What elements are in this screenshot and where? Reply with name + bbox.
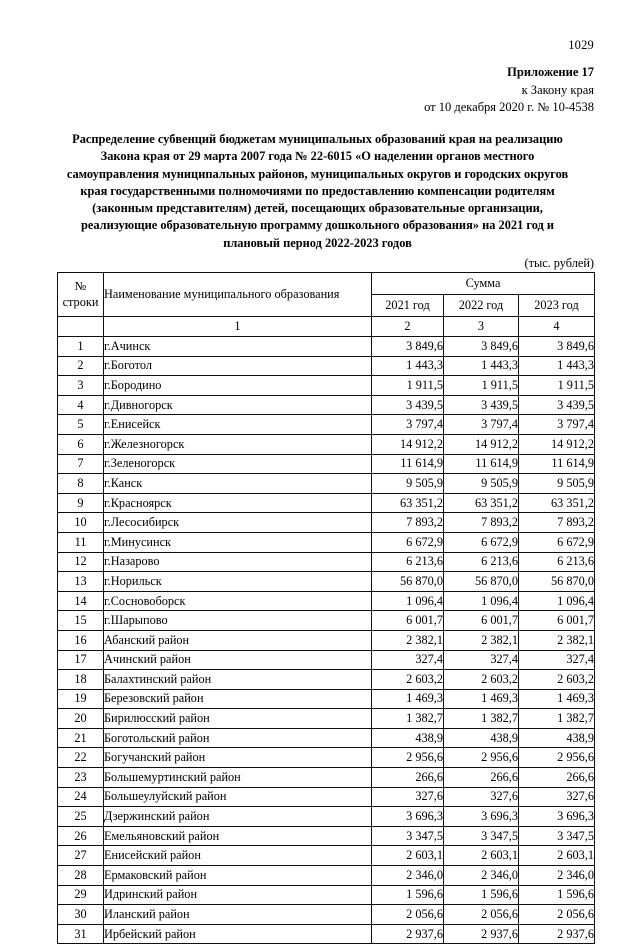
table-row	[58, 395, 595, 415]
value-cell-2023: 1 443,3	[519, 356, 595, 376]
value-cell-2021: 1 596,6	[372, 885, 444, 905]
value-cell-2022: 56 870,0	[444, 572, 519, 592]
value-cell-2023: 14 912,2	[519, 434, 595, 454]
row-number-cell: 20	[58, 709, 104, 729]
value-cell-2021: 1 911,5	[372, 376, 444, 396]
value-cell-2022: 2 603,2	[444, 670, 519, 690]
row-number-cell: 27	[58, 846, 104, 866]
distribution-table-container	[57, 272, 594, 944]
title-line: плановый период 2022-2023 годов	[223, 235, 412, 250]
table-row	[58, 572, 595, 592]
municipality-name-cell: Иланский район	[104, 905, 372, 925]
value-cell-2023: 2 937,6	[519, 924, 595, 944]
table-row	[58, 415, 595, 435]
value-cell-2021: 2 382,1	[372, 630, 444, 650]
table-row	[58, 454, 595, 474]
value-cell-2022: 3 849,6	[444, 337, 519, 357]
value-cell-2023: 2 603,1	[519, 846, 595, 866]
row-number-cell: 13	[58, 572, 104, 592]
value-cell-2022: 6 001,7	[444, 611, 519, 631]
value-cell-2021: 14 912,2	[372, 434, 444, 454]
value-cell-2021: 1 096,4	[372, 591, 444, 611]
value-cell-2021: 2 937,6	[372, 924, 444, 944]
row-number-cell: 10	[58, 513, 104, 533]
row-number-cell: 26	[58, 826, 104, 846]
municipality-name-cell: Большемуртинский район	[104, 768, 372, 788]
value-cell-2022: 3 439,5	[444, 395, 519, 415]
value-cell-2022: 6 213,6	[444, 552, 519, 572]
row-number-cell: 5	[58, 415, 104, 435]
municipality-name-cell: г.Сосновоборск	[104, 591, 372, 611]
value-cell-2022: 1 096,4	[444, 591, 519, 611]
value-cell-2022: 1 443,3	[444, 356, 519, 376]
municipality-name-cell: Емельяновский район	[104, 826, 372, 846]
table-row	[58, 670, 595, 690]
municipality-name-cell: Абанский район	[104, 630, 372, 650]
column-header-row-number-line1: №	[74, 279, 87, 293]
row-number-cell: 2	[58, 356, 104, 376]
value-cell-2023: 3 797,4	[519, 415, 595, 435]
row-number-cell: 11	[58, 532, 104, 552]
table-row	[58, 356, 595, 376]
row-number-cell: 29	[58, 885, 104, 905]
municipality-name-cell: Ермаковский район	[104, 866, 372, 886]
municipality-name-cell: Балахтинский район	[104, 670, 372, 690]
value-cell-2021: 2 603,1	[372, 846, 444, 866]
value-cell-2021: 6 213,6	[372, 552, 444, 572]
row-number-cell: 18	[58, 670, 104, 690]
value-cell-2021: 1 382,7	[372, 709, 444, 729]
value-cell-2021: 6 672,9	[372, 532, 444, 552]
table-row	[58, 552, 595, 572]
value-cell-2022: 2 056,6	[444, 905, 519, 925]
value-cell-2021: 438,9	[372, 728, 444, 748]
column-header-year-2022: 2022 год	[444, 295, 519, 317]
title-line: Закона края от 29 марта 2007 года № 22-6015 «О наделении органов местного	[100, 149, 535, 164]
value-cell-2023: 3 439,5	[519, 395, 595, 415]
value-cell-2023: 3 347,5	[519, 826, 595, 846]
value-cell-2023: 7 893,2	[519, 513, 595, 533]
table-row	[58, 728, 595, 748]
table-row	[58, 768, 595, 788]
value-cell-2021: 2 346,0	[372, 866, 444, 886]
row-number-cell: 16	[58, 630, 104, 650]
value-cell-2023: 2 603,2	[519, 670, 595, 690]
municipality-name-cell: Енисейский район	[104, 846, 372, 866]
value-cell-2023: 3 849,6	[519, 337, 595, 357]
table-row	[58, 924, 595, 944]
row-number-cell: 14	[58, 591, 104, 611]
value-cell-2022: 2 956,6	[444, 748, 519, 768]
page-number: 1029	[568, 38, 594, 52]
municipality-name-cell: г.Бородино	[104, 376, 372, 396]
table-row	[58, 434, 595, 454]
value-cell-2023: 327,6	[519, 787, 595, 807]
municipality-name-cell: г.Канск	[104, 474, 372, 494]
distribution-table	[57, 272, 595, 944]
value-cell-2022: 438,9	[444, 728, 519, 748]
value-cell-2023: 1 096,4	[519, 591, 595, 611]
appendix-date-line: от 10 декабря 2020 г. № 10-4538	[424, 100, 594, 114]
table-row	[58, 493, 595, 513]
row-number-cell: 22	[58, 748, 104, 768]
column-header-municipality-name: Наименование муниципального образования	[104, 273, 372, 317]
row-number-cell: 24	[58, 787, 104, 807]
value-cell-2021: 327,4	[372, 650, 444, 670]
value-cell-2021: 3 849,6	[372, 337, 444, 357]
value-cell-2023: 1 469,3	[519, 689, 595, 709]
table-row	[58, 474, 595, 494]
row-number-cell: 21	[58, 728, 104, 748]
column-number-cell	[58, 317, 104, 337]
value-cell-2023: 3 696,3	[519, 807, 595, 827]
row-number-cell: 3	[58, 376, 104, 396]
table-row	[58, 630, 595, 650]
municipality-name-cell: г.Дивногорск	[104, 395, 372, 415]
column-number-cell: 1	[104, 317, 372, 337]
value-cell-2022: 11 614,9	[444, 454, 519, 474]
value-cell-2022: 3 347,5	[444, 826, 519, 846]
table-header	[58, 273, 595, 337]
value-cell-2022: 327,4	[444, 650, 519, 670]
value-cell-2021: 9 505,9	[372, 474, 444, 494]
table-row	[58, 532, 595, 552]
column-header-year-2023: 2023 год	[519, 295, 595, 317]
value-cell-2022: 1 469,3	[444, 689, 519, 709]
row-number-cell: 6	[58, 434, 104, 454]
column-header-row-number-line2: строки	[62, 294, 99, 309]
row-number-cell: 23	[58, 768, 104, 788]
municipality-name-cell: г.Назарово	[104, 552, 372, 572]
value-cell-2021: 6 001,7	[372, 611, 444, 631]
table-row	[58, 905, 595, 925]
value-cell-2022: 7 893,2	[444, 513, 519, 533]
value-cell-2023: 63 351,2	[519, 493, 595, 513]
table-row	[58, 513, 595, 533]
title-line: края государственными полномочиями по предоставлению компенсации родителям	[80, 183, 555, 198]
value-cell-2022: 2 346,0	[444, 866, 519, 886]
title-line: реализующие образовательную программу дошкольного образования» на 2021 год и	[80, 218, 555, 233]
value-cell-2023: 1 382,7	[519, 709, 595, 729]
value-cell-2022: 1 596,6	[444, 885, 519, 905]
row-number-cell: 12	[58, 552, 104, 572]
title-line: (законным представителям) детей, посещающих образовательные организации,	[92, 201, 543, 216]
title-line: самоуправления муниципальных районов, муниципальных округов и городских округов	[66, 166, 569, 181]
value-cell-2022: 3 696,3	[444, 807, 519, 827]
table-row	[58, 376, 595, 396]
municipality-name-cell: Богучанский район	[104, 748, 372, 768]
value-cell-2023: 2 346,0	[519, 866, 595, 886]
column-header-sum-group: Сумма	[372, 273, 595, 295]
row-number-cell: 17	[58, 650, 104, 670]
table-row	[58, 807, 595, 827]
municipality-name-cell: Ачинский район	[104, 650, 372, 670]
value-cell-2021: 7 893,2	[372, 513, 444, 533]
value-cell-2022: 14 912,2	[444, 434, 519, 454]
column-header-year-2021: 2021 год	[372, 295, 444, 317]
row-number-cell: 25	[58, 807, 104, 827]
value-cell-2022: 2 937,6	[444, 924, 519, 944]
value-cell-2022: 63 351,2	[444, 493, 519, 513]
table-row	[58, 885, 595, 905]
value-cell-2021: 327,6	[372, 787, 444, 807]
value-cell-2023: 2 382,1	[519, 630, 595, 650]
value-cell-2023: 1 596,6	[519, 885, 595, 905]
row-number-cell: 28	[58, 866, 104, 886]
value-cell-2023: 6 001,7	[519, 611, 595, 631]
table-column-number-row	[58, 317, 595, 337]
municipality-name-cell: Идринский район	[104, 885, 372, 905]
value-cell-2021: 2 603,2	[372, 670, 444, 690]
value-cell-2021: 63 351,2	[372, 493, 444, 513]
value-cell-2022: 3 797,4	[444, 415, 519, 435]
row-number-cell: 31	[58, 924, 104, 944]
value-cell-2023: 9 505,9	[519, 474, 595, 494]
value-cell-2023: 438,9	[519, 728, 595, 748]
table-row	[58, 611, 595, 631]
column-number-cell: 2	[372, 317, 444, 337]
table-row	[58, 846, 595, 866]
column-number-cell: 3	[444, 317, 519, 337]
value-cell-2022: 327,6	[444, 787, 519, 807]
municipality-name-cell: Бирилюсский район	[104, 709, 372, 729]
value-cell-2021: 3 347,5	[372, 826, 444, 846]
row-number-cell: 4	[58, 395, 104, 415]
table-row	[58, 591, 595, 611]
table-row	[58, 650, 595, 670]
municipality-name-cell: г.Зеленогорск	[104, 454, 372, 474]
row-number-cell: 8	[58, 474, 104, 494]
value-cell-2022: 1 911,5	[444, 376, 519, 396]
value-cell-2023: 327,4	[519, 650, 595, 670]
value-cell-2021: 3 439,5	[372, 395, 444, 415]
value-cell-2021: 2 056,6	[372, 905, 444, 925]
municipality-name-cell: г.Енисейск	[104, 415, 372, 435]
table-body	[58, 337, 595, 944]
value-cell-2023: 6 672,9	[519, 532, 595, 552]
table-row	[58, 748, 595, 768]
municipality-name-cell: Ирбейский район	[104, 924, 372, 944]
value-cell-2021: 11 614,9	[372, 454, 444, 474]
document-title	[57, 131, 578, 252]
value-cell-2023: 56 870,0	[519, 572, 595, 592]
value-cell-2023: 2 956,6	[519, 748, 595, 768]
column-header-row-number	[58, 273, 104, 317]
value-cell-2021: 3 797,4	[372, 415, 444, 435]
value-cell-2022: 266,6	[444, 768, 519, 788]
appendix-law-line: к Закону края	[521, 82, 594, 97]
column-number-cell: 4	[519, 317, 595, 337]
municipality-name-cell: г.Минусинск	[104, 532, 372, 552]
row-number-cell: 15	[58, 611, 104, 631]
value-cell-2023: 2 056,6	[519, 905, 595, 925]
appendix-title: Приложение 17	[507, 65, 594, 79]
table-header-row-primary	[58, 273, 595, 295]
row-number-cell: 19	[58, 689, 104, 709]
table-row	[58, 866, 595, 886]
value-cell-2023: 11 614,9	[519, 454, 595, 474]
appendix-reference-block	[264, 64, 594, 117]
value-cell-2022: 6 672,9	[444, 532, 519, 552]
row-number-cell: 30	[58, 905, 104, 925]
value-cell-2022: 1 382,7	[444, 709, 519, 729]
municipality-name-cell: г.Норильск	[104, 572, 372, 592]
municipality-name-cell: г.Железногорск	[104, 434, 372, 454]
value-cell-2023: 1 911,5	[519, 376, 595, 396]
value-cell-2021: 1 443,3	[372, 356, 444, 376]
table-row	[58, 689, 595, 709]
municipality-name-cell: г.Красноярск	[104, 493, 372, 513]
value-cell-2022: 9 505,9	[444, 474, 519, 494]
title-line: Распределение субвенций бюджетам муниципальных образований края на реализацию	[72, 132, 563, 146]
value-cell-2021: 1 469,3	[372, 689, 444, 709]
municipality-name-cell: Боготольский район	[104, 728, 372, 748]
row-number-cell: 9	[58, 493, 104, 513]
table-row	[58, 337, 595, 357]
row-number-cell: 7	[58, 454, 104, 474]
municipality-name-cell: г.Шарыпово	[104, 611, 372, 631]
value-cell-2021: 3 696,3	[372, 807, 444, 827]
table-row	[58, 787, 595, 807]
municipality-name-cell: Большеулуйский район	[104, 787, 372, 807]
value-cell-2023: 6 213,6	[519, 552, 595, 572]
municipality-name-cell: г.Лесосибирск	[104, 513, 372, 533]
value-cell-2023: 266,6	[519, 768, 595, 788]
municipality-name-cell: г.Боготол	[104, 356, 372, 376]
municipality-name-cell: Березовский район	[104, 689, 372, 709]
municipality-name-cell: г.Ачинск	[104, 337, 372, 357]
value-cell-2022: 2 603,1	[444, 846, 519, 866]
table-row	[58, 709, 595, 729]
table-row	[58, 826, 595, 846]
units-note: (тыс. рублей)	[524, 256, 594, 270]
value-cell-2021: 2 956,6	[372, 748, 444, 768]
value-cell-2022: 2 382,1	[444, 630, 519, 650]
municipality-name-cell: Дзержинский район	[104, 807, 372, 827]
row-number-cell: 1	[58, 337, 104, 357]
value-cell-2021: 56 870,0	[372, 572, 444, 592]
value-cell-2021: 266,6	[372, 768, 444, 788]
